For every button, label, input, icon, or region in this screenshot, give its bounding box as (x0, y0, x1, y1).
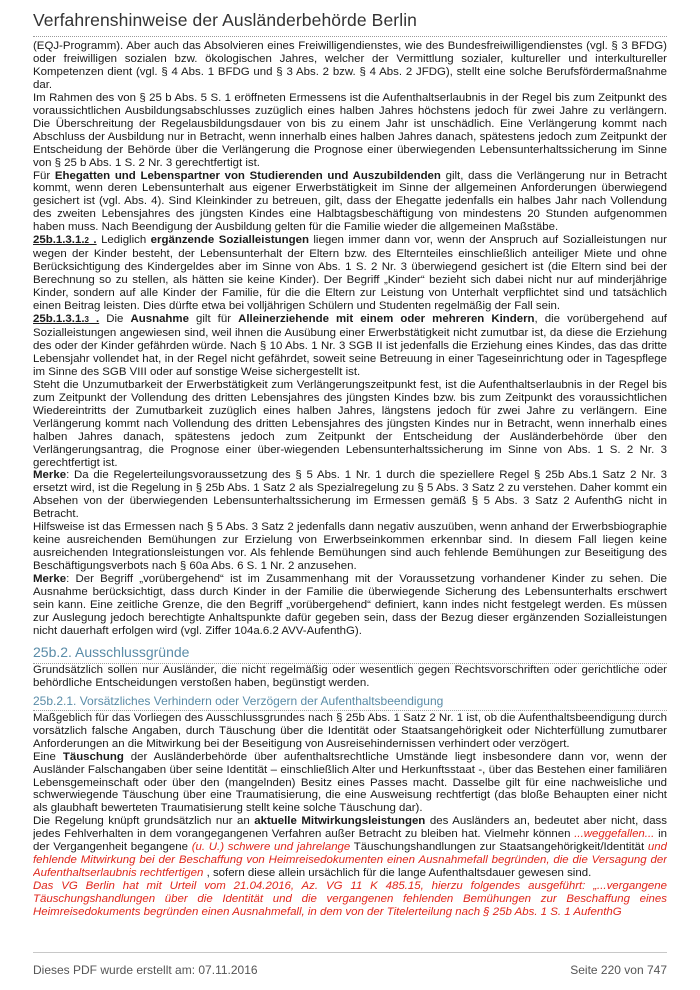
bold-term: Täuschung (62, 750, 124, 763)
title-divider (33, 36, 667, 37)
paragraph: Grundsätzlich sollen nur Ausländer, die nicht regelmäßig oder wesentlich gegen Rechtsvorschriften oder gerichtliche oder behördliche Entscheidungen verstoßen haben, begünstigt werden. (33, 663, 667, 689)
subsection-heading: 25b.2.1. Vorsätzliches Verhindern oder Verzögern der Aufenthaltsbeendigung (33, 694, 667, 711)
red-amendment: ...weggefallen... (574, 828, 655, 841)
paragraph: Die Regelung knüpft grundsätzlich nur an aktuelle Mitwirkungsleistungen des Ausländers an, bedeutet aber nicht, dass jedes Fehlverhalten in dem vorangegangenen Verfahren außer Betracht zu bleiben hat. Vielmehr können ...weggefallen... in der Vergangenheit begangene (u. U.) schwere und jahrelange Täuschungshandlungen zur Staatsangehörigkeit/Identität und fehlende Mitwirkung bei der Beschaffung von Heimreisedokumenten einen Ausnahmefall begründen, die die Versagung der Aufenthaltserlaubnis rechtfertigen , sofern diese allein ursächlich für die lange Aufenthaltsdauer gewesen sind. (33, 815, 667, 880)
red-amendment: (u. U.) schwere und jahrelange (191, 841, 351, 854)
merke-label: Merke (33, 469, 67, 482)
document-page (33, 0, 667, 990)
red-amendment: und fehlende Mitwirkung bei der Beschaffung von Heimreisedokumenten einen Ausnahmefall begründen, die die Versagung der Aufenthaltserlaubnis rechtfertigen (33, 841, 667, 880)
bold-term: Ausnahme (130, 313, 189, 326)
bold-term: Ehegatten und Lebenspartner von Studierenden und Auszubildenden (54, 169, 441, 182)
paragraph: Steht die Unzumutbarkeit der Erwerbstätigkeit zum Verlängerungszeitpunkt fest, ist die Aufenthaltserlaubnis in der Regel bis zum Zeitpunkt der Vollendung des dritten Lebensjahres des jüngsten Kindes bzw. bis zum Zeitpunkt des voraussichtlichen Wiedereintritts der Zumutbarkeit zuzüglich eines halben Jahres, längstens jedoch für zwei Jahre zu verlängern. Eine Verlängerung kommt nach Vollendung des dritten Lebensjahres des jüngsten Kindes nur in Betracht, wenn innerhalb eines halben Jahres danach, spätestens jedoch zum Zeitpunkt der Entscheidung der Ausländerbehörde über den Verlängerungsantrag, die Prognose einer über-wiegenden Lebensunterhaltssicherung im Sinne von Abs. 1 S. 2 Nr. 3 gerechtfertigt ist. (33, 378, 667, 469)
section-number: 25b.1.3.1. (33, 313, 85, 326)
document-body (33, 40, 667, 945)
paragraph: Merke: Da die Regelerteilungsvoraussetzung des § 5 Abs. 1 Nr. 1 durch die speziellere Regel § 25b Abs.1 Satz 2 Nr. 3 ersetzt wird, ist die Regelung in § 25b Abs. 1 Satz 2 als Spezialregelung zu § 5 Abs. 3 Satz 2 zu verstehen. Daher kommt ein Absehen von der überwiegenden Lebensunterhaltssicherung im Ermessen gemäß § 5 Abs. 3 Satz 2 AufenthG nicht in Betracht. (33, 469, 667, 521)
paragraph: Im Rahmen des von § 25 b Abs. 5 S. 1 eröffneten Ermessens ist die Aufenthaltserlaubnis in der Regel bis zum Zeitpunkt des voraussichtlichen Ausbildungsabschlusses zuzüglich eines halben Jahres höchstens jedoch für zwei Jahre zu verlängern. Die Überschreitung der Regelausbildungsdauer von bis zu einem Jahr ist unschädlich. Eine Verlängerung kommt nach Abschluss der Ausbildung nur in Betracht, wenn innerhalb eines halben Jahres danach, spätestens jedoch zum Zeitpunkt der Entscheidung der Behörde über die Verlängerung die Prognose einer überwiegenden Lebensunterhaltssicherung im Sinne von § 25 b Abs. 1 S. 2 Nr. 3 gerechtfertigt ist. (33, 91, 667, 169)
court-quote: Das VG Berlin hat mit Urteil vom 21.04.2016, Az. VG 11 K 485.15, hierzu folgendes ausgeführt: „...vergangene Täuschungshandlungen über die Identität und die vergangenen fehlenden Bemühungen zur Beschaffung eines Heimreisedokuments begründen einen Ausnahmefall, in dem von der Titelerteilung nach § 25b Abs. 1 S. 1 AufenthG (33, 880, 667, 919)
footer-page-number: Seite 220 von 747 (570, 963, 667, 977)
document-title: Verfahrenshinweise der Ausländerbehörde Berlin (33, 10, 418, 30)
section-heading: 25b.2. Ausschlussgründe (33, 644, 667, 664)
paragraph: Eine Täuschung der Ausländerbehörde über aufenthaltsrechtliche Umstände liegt insbesondere dann vor, wenn der Ausländer Falschangaben über seine Identität – einschließlich Alter und Herkunftsstaat -, über das Bestehen einer familiären Lebensgemeinschaft oder über den (mangelnden) Besitz eines Passes macht. Dasselbe gilt für eine nachweisliche und schwerwiegende Täuschung über eine Traumatisierung, die eine Ausweisung rechtfertigt (das bloße Behaupten einer nicht als glaubhaft bewerteten Traumatisierung stellt keine solche Täuschung dar). (33, 750, 667, 815)
footnote-ref: 2 (84, 236, 89, 246)
footnote-ref: 3 (84, 315, 89, 325)
section-number: 25b.1.3.1. (33, 234, 85, 247)
paragraph: Merke: Der Begriff „vorübergehend“ ist im Zusammenhang mit der Voraussetzung vorhandener Kinder zu sehen. Die Ausnahme berücksichtigt, dass durch Kinder in der Familie die überwiegende Sicherung des Lebensunterhalts erschwert sein kann. Eine zeitliche Grenze, die den Begriff „vorübergehend“ definiert, kann indes nicht festgelegt werden. Es müssen zur Auslegung jedoch berechtigte Anhaltspunkte dafür gegeben sein, dass der Bezug dieser ergänzenden Sozialleistungen nicht dauerhaft erfolgen wird (vgl. Ziffer 104a.6.2 AVV-AufenthG). (33, 573, 667, 637)
paragraph: 25b.1.3.1.2 . Lediglich ergänzende Sozialleistungen liegen immer dann vor, wenn der Anspruch auf Sozialleistungen nur wegen der Kinder besteht, der Lebensunterhalt der Eltern bzw. des Elternteiles einschließlich anteiliger Miete und ohne Berücksichtigung des Kindergeldes aber im Sinne von Abs. 1 S. 2 Nr. 3 überwiegend gesichert ist (die Eltern sind bei der Berechnung so zu stellen, als hätten sie keine Kinder). Der Begriff „Kinder“ bezieht sich dabei nicht nur auf minderjährige Kinder, sondern auf alle Kinder der Familie, für die die Eltern zur Leistung von Unterhalt verpflichtet sind und tatsächlich einen Beitrag leisten. Dies dürfte etwa bei volljährigen Schülern und Studenten regelmäßig der Fall sein. (33, 234, 667, 313)
paragraph: 25b.1.3.1.3 . Die Ausnahme gilt für Alleinerziehende mit einem oder mehreren Kindern, die vorübergehend auf Sozialleistungen angewiesen sind, weil ihnen die Ausübung einer Erwerbstätigkeit nicht zumutbar ist, da diese die Erziehung des oder der Kinder gefährden würde. Nach § 10 Abs. 1 Nr. 3 SGB II ist jedenfalls die Erziehung eines Kindes, das das dritte Lebensjahr vollendet hat, in der Regel nicht gefährdet, soweit seine Betreuung in einer Tageseinrichtung oder in Tagespflege im Sinne des SGB VIII oder auf sonstige Weise sichergestellt ist. (33, 313, 667, 378)
paragraph: (EQJ-Programm). Aber auch das Absolvieren eines Freiwilligendienstes, wie des Bundesfreiwilligendienstes (vgl. § 3 BFDG) oder freiwilligen sozialen bzw. ökologischen Jahres, welcher der Vermittlung sozialer, kultureller und interkultureller Kompetenzen dient (vgl. § 4 Abs. 1 BFDG und § 3 Abs. 2 bzw. § 4 Abs. 2 JFDG), stellt eine solche Berufsfördermaßnahme dar. (33, 40, 667, 91)
bold-term: ergänzende Sozialleistungen (150, 234, 309, 247)
paragraph: Für Ehegatten und Lebenspartner von Studierenden und Auszubildenden gilt, dass die Verlängerung nur in Betracht kommt, wenn deren Lebensunterhalt aus eigener Erwerbstätigkeit im Sinne der allgemeinen Anforderungen überwiegend gesichert ist (vgl. Abs. 4). Sind Kleinkinder zu betreuen, gilt, dass der Ehegatte jedenfalls ein halbes Jahr nach Vollendung des zweiten Lebensjahres des jüngsten Kindes eine Halbtagsbeschäftigung von mindestens 20 Stunden aufgenommen haben muss. Nach Beendigung der Ausbildung gelten für die Familie wieder die allgemeinen Maßstäbe. (33, 169, 667, 234)
footer-created-date: Dieses PDF wurde erstellt am: 07.11.2016 (33, 963, 258, 977)
bold-term: Alleinerziehende mit einem oder mehreren Kindern (238, 313, 535, 326)
bold-term: aktuelle Mitwirkungsleistungen (254, 815, 426, 828)
paragraph: Hilfsweise ist das Ermessen nach § 5 Abs. 3 Satz 2 jedenfalls dann negativ auszuüben, wenn anhand der Erwerbsbiographie keine ausreichenden Bemühungen zur Erzielung von Erwerbseinkommen erkennbar sind. In diesem Fall liegen keine ausreichenden Integrationsleistungen vor. Als fehlende Bemühungen sind auch fehlende Bemühungen zur Beseitigung des Beschäftigungsverbots nach § 60a Abs. 6 S. 1 Nr. 2 anzusehen. (33, 521, 667, 573)
paragraph: Maßgeblich für das Vorliegen des Ausschlussgrundes nach § 25b Abs. 1 Satz 2 Nr. 1 ist, ob die Aufenthaltsbeendigung durch vorsätzlich falsche Angaben, durch Täuschung über die Identität oder Staatsangehörigkeit oder Nichterfüllung zumutbarer Anforderungen an die Mitwirkung bei der Beseitigung von Ausreisehindernissen verhindert oder verzögert. (33, 711, 667, 750)
footer-divider (33, 952, 667, 953)
merke-label: Merke (33, 573, 67, 586)
